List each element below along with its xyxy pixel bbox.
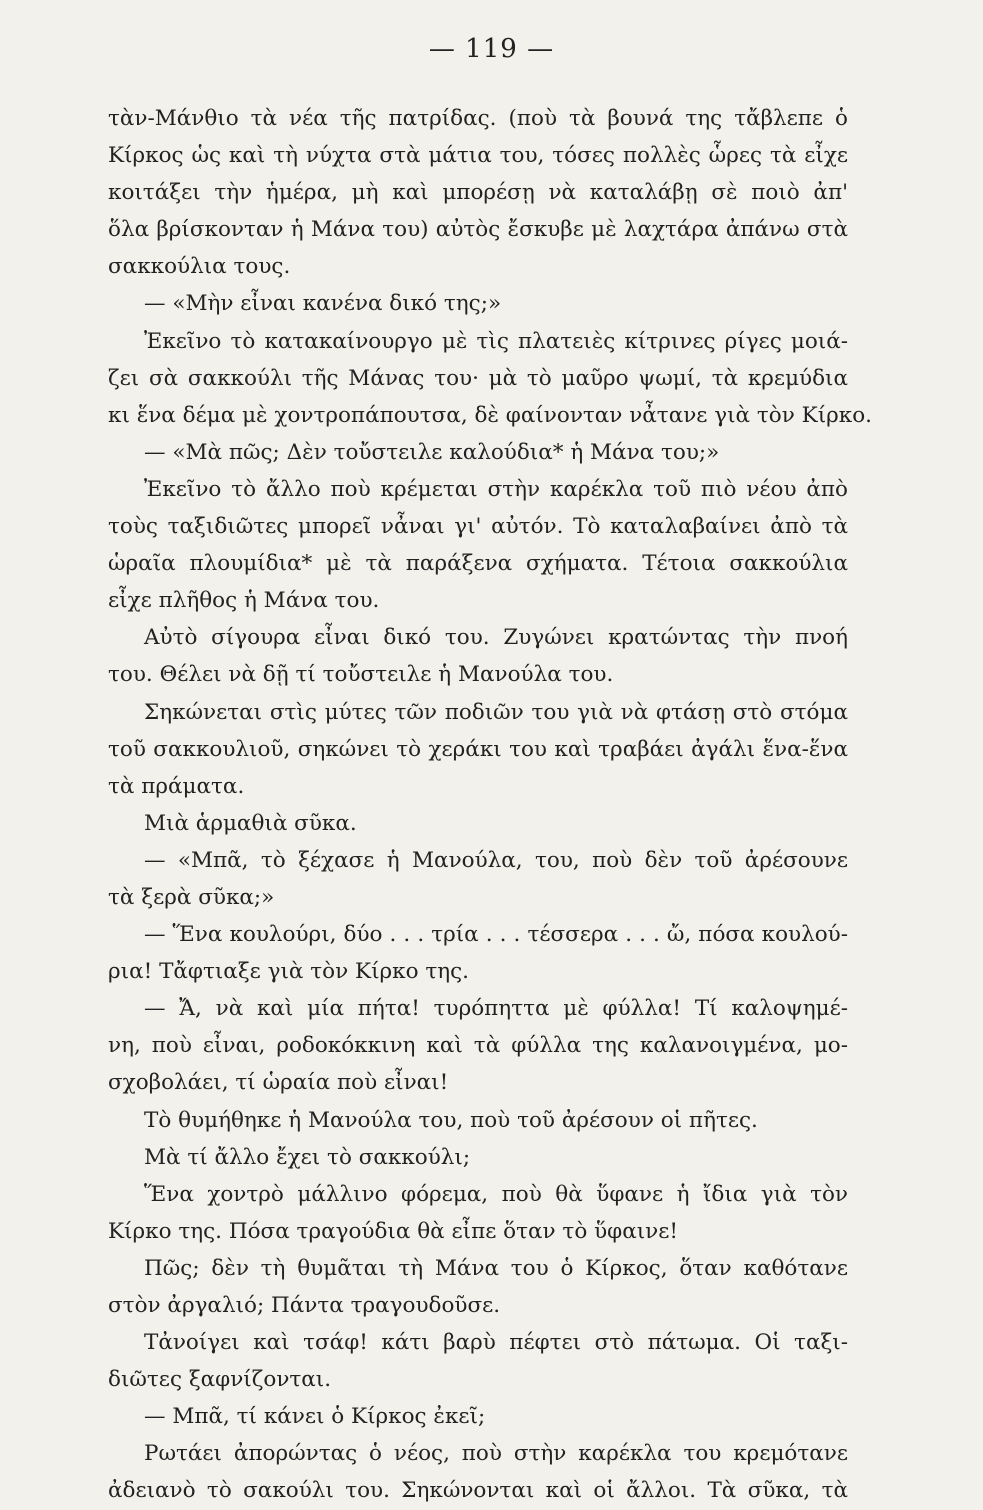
text-line: κοιτάξει τὴν ἡμέρα, μὴ καὶ μπορέσῃ νὰ καταλάβῃ σὲ ποιὸ ἀπ' (108, 180, 848, 206)
text-line: Κίρκος ὡς καὶ τὴ νύχτα στὰ μάτια του, τόσες πολλὲς ὧρες τὰ εἶχε (108, 143, 848, 169)
text-line: στὸν ἀργαλιό; Πάντα τραγουδοῦσε. (108, 1293, 501, 1318)
text-line: Τὸ θυμήθηκε ἡ Μανούλα του, ποὺ τοῦ ἀρέσουν οἱ πῆτες. (144, 1107, 758, 1133)
text-line: — Ἕνα κουλούρι, δύο . . . τρία . . . τέσσερα . . . ὤ, πόσα κουλού- (144, 922, 848, 948)
text-line: του. Θέλει νὰ δῇ τί τοὔστειλε ἡ Μανούλα του. (108, 662, 614, 688)
text-line: — «Μὴν εἶναι κανένα δικό της;» (144, 291, 502, 317)
text-line: σχοβολάει, τί ὡραία ποὺ εἶναι! (108, 1070, 449, 1096)
text-line: — Ἄ, νὰ καὶ μία πήτα! τυρόπηττα μὲ φύλλα! Τί καλοψημέ- (144, 996, 848, 1022)
text-line: κι ἕνα δέμα μὲ χοντροπάπουτσα, δὲ φαίνονταν νἆτανε γιὰ τὸν Κίρκο. (108, 402, 872, 428)
text-line: τὰ ξερὰ σῦκα;» (108, 884, 275, 910)
text-line: Ἐκεῖνο τὸ ἄλλο ποὺ κρέμεται στὴν καρέκλα τοῦ πιὸ νέου ἀπὸ (144, 476, 848, 502)
text-line: Μὰ τί ἄλλο ἔχει τὸ σακκούλι; (144, 1144, 471, 1170)
text-line: ζει σὰ σακκούλι τῆς Μάνας του· μὰ τὸ μαῦρο ψωμί, τὰ κρεμύδια (108, 365, 848, 391)
text-line: τὰν-Μάνθιο τὰ νέα τῆς πατρίδας. (ποὺ τὰ βουνά της τἄβλεπε ὁ (108, 106, 848, 131)
text-line: Ἕνα χοντρὸ μάλλινο φόρεμα, ποὺ θὰ ὕφανε ἡ ἴδια γιὰ τὸν (144, 1181, 848, 1207)
text-line: — «Μὰ πῶς; Δὲν τοὔστειλε καλούδια* ἡ Μάνα του;» (144, 439, 720, 465)
text-line: ὅλα βρίσκονταν ἡ Μάνα του) αὐτὸς ἔσκυβε μὲ λαχτάρα ἀπάνω στὰ (108, 217, 848, 243)
text-line: — «Μπᾶ, τὸ ξέχασε ἡ Μανούλα, του, ποὺ δὲν τοῦ ἀρέσουνε (144, 847, 848, 873)
text-line: ὡραῖα πλουμίδια* μὲ τὰ παράξενα σχήματα. Τέτοια σακκούλια (108, 551, 848, 577)
text-line: ἀδειανὸ τὸ σακούλι του. Σηκώνονται καὶ οἱ ἄλλοι. Τὰ σῦκα, τὰ (108, 1478, 848, 1504)
text-line: Μιὰ ἁρμαθιὰ σῦκα. (144, 810, 357, 836)
text-line: Κίρκο της. Πόσα τραγούδια θὰ εἶπε ὅταν τὸ ὕφαινε! (108, 1218, 679, 1244)
page-number: — 119 — (428, 34, 555, 64)
text-line: — Μπᾶ, τί κάνει ὁ Κίρκος ἐκεῖ; (144, 1404, 486, 1430)
text-line: τοῦ σακκουλιοῦ, σηκώνει τὸ χεράκι του καὶ τραβάει ἀγάλι ἕνα-ἕνα (108, 736, 848, 762)
text-line: Σηκώνεται στὶς μύτες τῶν ποδιῶν του γιὰ νὰ φτάσῃ στὸ στόμα (144, 699, 848, 725)
text-line: σακκούλια τους. (108, 254, 291, 280)
text-line: Τἀνοίγει καὶ τσάφ! κάτι βαρὺ πέφτει στὸ πάτωμα. Οἱ ταξι- (144, 1330, 848, 1356)
text-line: Ἐκεῖνο τὸ κατακαίνουργο μὲ τὶς πλατειὲς κίτρινες ρίγες μοιά- (144, 328, 848, 354)
text-line: τὰ πράματα. (108, 773, 245, 799)
text-line: εἶχε πλῆθος ἡ Μάνα του. (108, 588, 380, 614)
body-text (108, 100, 872, 1510)
text-line: τοὺς ταξιδιῶτες μπορεῖ νἆναι γι' αὐτόν. Τὸ καταλαβαίνει ἀπὸ τὰ (108, 514, 848, 540)
text-line: Ρωτάει ἀπορώντας ὁ νέος, ποὺ στὴν καρέκλα του κρεμότανε (144, 1441, 848, 1467)
text-line: Αὐτὸ σίγουρα εἶναι δικό του. Ζυγώνει κρατώντας τὴν πνοή (144, 625, 848, 651)
text-line: Πῶς; δὲν τὴ θυμᾶται τὴ Μάνα του ὁ Κίρκος, ὅταν καθότανε (144, 1255, 848, 1281)
text-line: ρια! Τἄφτιαξε γιὰ τὸν Κίρκο της. (108, 959, 470, 985)
text-line: διῶτες ξαφνίζονται. (108, 1367, 332, 1393)
text-line: νη, ποὺ εἶναι, ροδοκόκκινη καὶ τὰ φύλλα της καλανοιγμένα, μο- (108, 1033, 848, 1059)
